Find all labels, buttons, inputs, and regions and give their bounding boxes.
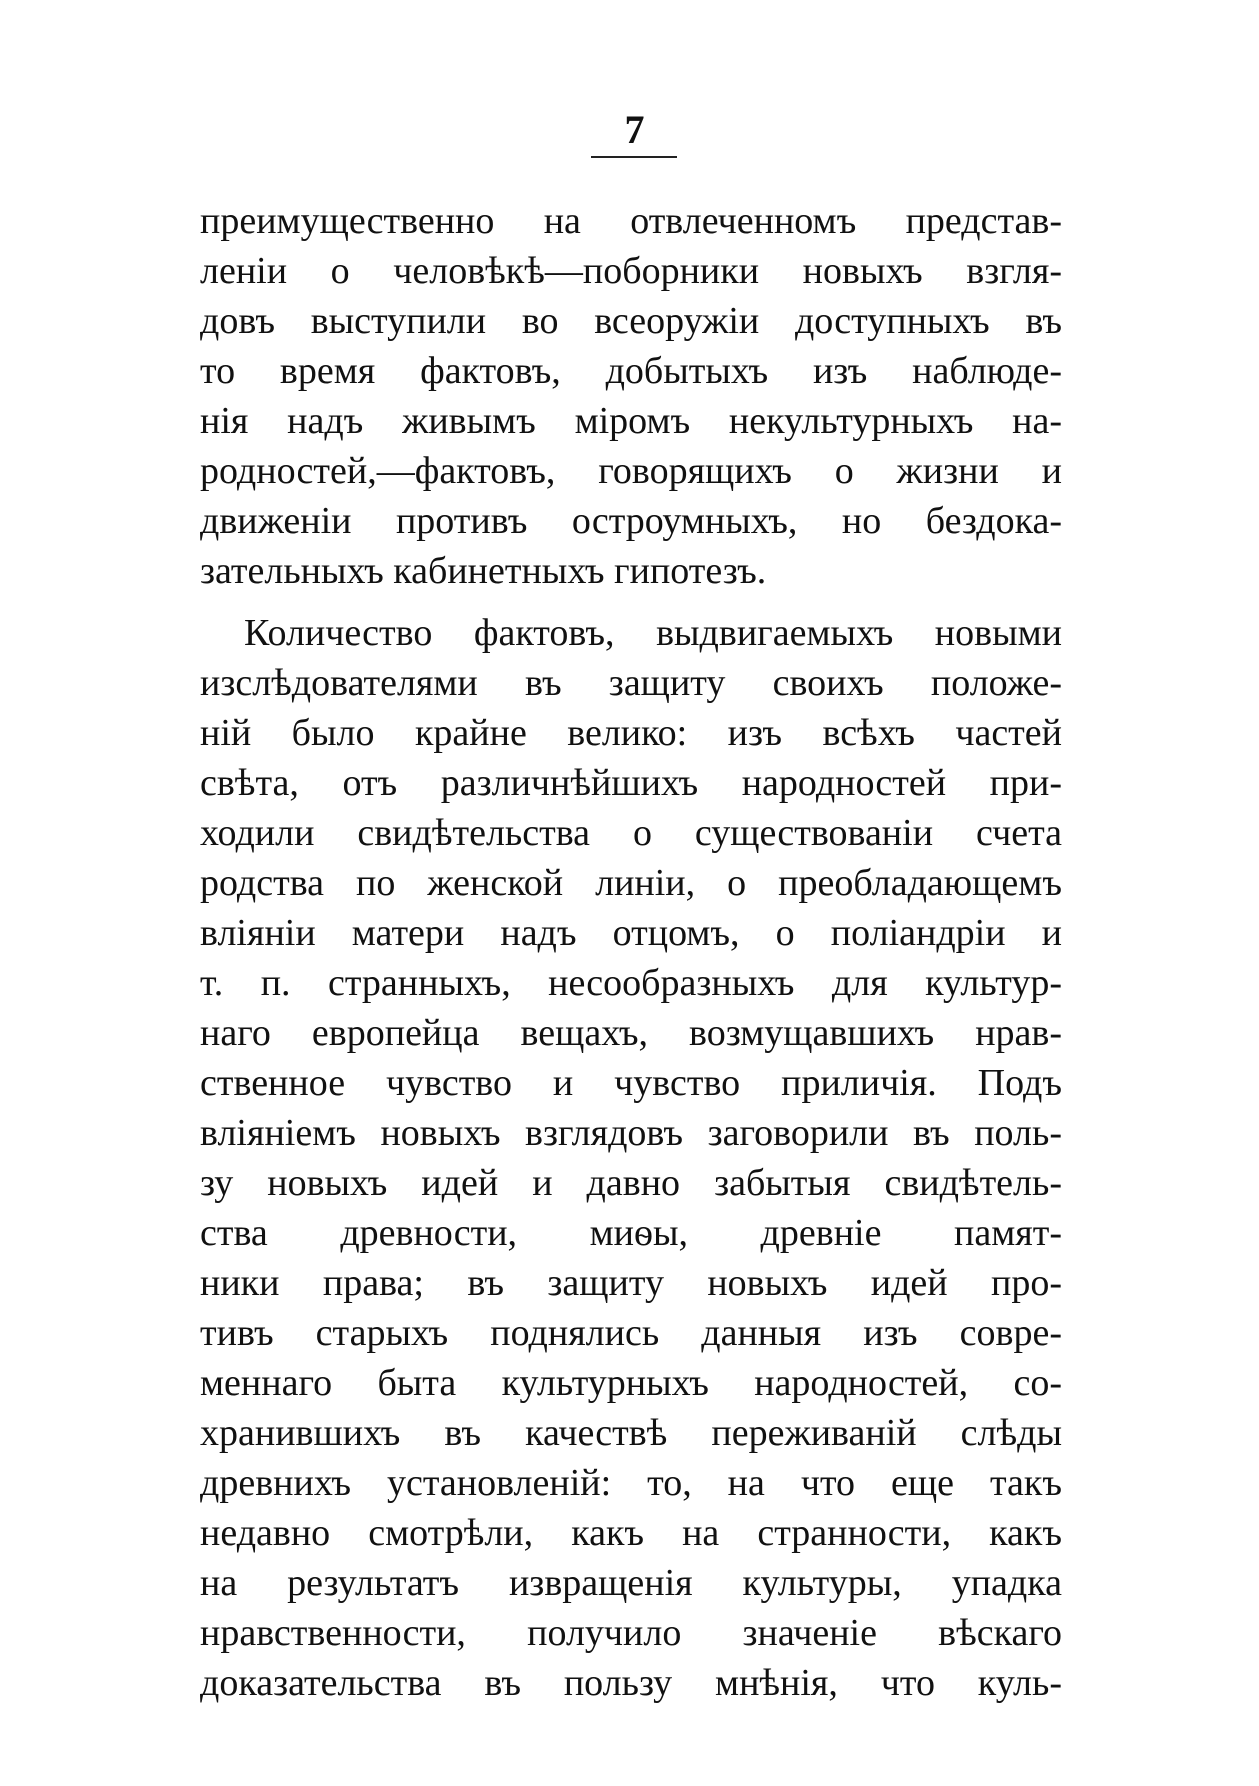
page-number: 7 xyxy=(624,107,645,152)
body-text xyxy=(200,196,1062,1708)
text-line: вліяніи матери надъ отцомъ, о поліандріи и xyxy=(200,912,1062,954)
paragraph-spacing xyxy=(200,596,1062,608)
text-line: древнихъ установленій: то, на что еще такъ xyxy=(200,1462,1062,1504)
text-line: ства древности, миѳы, древніе памят- xyxy=(200,1212,1062,1254)
text-line: нравственности, получило значеніе вѣскаго xyxy=(200,1612,1062,1654)
text-line: зательныхъ кабинетныхъ гипотезъ. xyxy=(200,550,767,592)
text-line: наго европейца вещахъ, возмущавшихъ нрав- xyxy=(200,1012,1062,1054)
page-number-rule xyxy=(591,156,677,158)
text-line: ній было крайне велико: изъ всѣхъ частей xyxy=(200,712,1062,754)
text-line: ходили свидѣтельства о существованіи счета xyxy=(200,812,1062,854)
text-line: тивъ старыхъ поднялись данныя изъ совре- xyxy=(200,1312,1062,1354)
text-line: ники права; въ защиту новыхъ идей про- xyxy=(200,1262,1062,1304)
text-line: вліяніемъ новыхъ взглядовъ заговорили въ поль- xyxy=(200,1112,1062,1154)
text-line: т. п. странныхъ, несообразныхъ для культур- xyxy=(200,962,1062,1004)
text-line: свѣта, отъ различнѣйшихъ народностей при- xyxy=(200,762,1062,804)
text-line: родства по женской линіи, о преобладающемъ xyxy=(200,862,1062,904)
text-line: на результатъ извращенія культуры, упадка xyxy=(200,1562,1062,1604)
text-line: меннаго быта культурныхъ народностей, со- xyxy=(200,1362,1062,1404)
text-line: изслѣдователями въ защиту своихъ положе- xyxy=(200,662,1062,704)
text-line: то время фактовъ, добытыхъ изъ наблюде- xyxy=(200,350,1062,392)
paragraph-1 xyxy=(200,196,1062,596)
text-line: преимущественно на отвлеченномъ представ- xyxy=(200,200,1062,242)
paragraph-2 xyxy=(200,608,1062,1708)
text-line: Количество фактовъ, выдвигаемыхъ новыми xyxy=(244,612,1062,654)
text-line: родностей,—фактовъ, говорящихъ о жизни и xyxy=(200,450,1062,492)
text-line: довъ выступили во всеоружіи доступныхъ въ xyxy=(200,300,1062,342)
text-line: нія надъ живымъ міромъ некультурныхъ на- xyxy=(200,400,1062,442)
text-line: доказательства въ пользу мнѣнія, что куль- xyxy=(200,1662,1062,1704)
text-line: недавно смотрѣли, какъ на странности, какъ xyxy=(200,1512,1062,1554)
text-line: зу новыхъ идей и давно забытыя свидѣтель- xyxy=(200,1162,1062,1204)
text-line: хранившихъ въ качествѣ переживаній слѣды xyxy=(200,1412,1062,1454)
text-line: леніи о человѣкѣ—поборники новыхъ взгля- xyxy=(200,250,1062,292)
text-line: ственное чувство и чувство приличія. Подъ xyxy=(200,1062,1062,1104)
text-line: движеніи противъ остроумныхъ, но бездока- xyxy=(200,500,1062,542)
